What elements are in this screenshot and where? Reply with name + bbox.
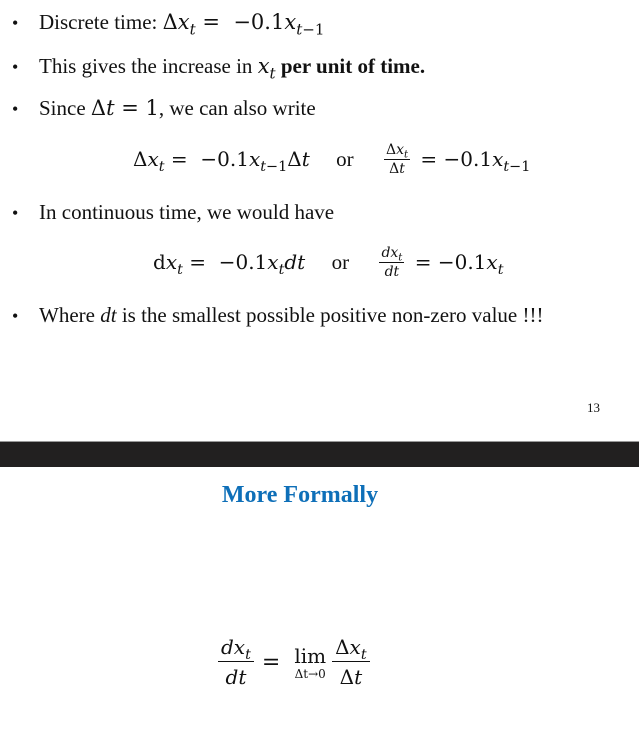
fraction-dxdt: $\frac{dx_t}{dt}$: [218, 635, 254, 690]
bullet-where-dt: [12, 303, 543, 328]
bullet-text: Discrete time:: [39, 10, 163, 34]
slide-more-formally: [0, 467, 639, 733]
bullet-text: Since: [39, 96, 91, 120]
bullet-discrete-time: [12, 10, 325, 39]
fraction-delta: $\frac{\Delta x_t}{\Delta t}$: [332, 635, 370, 690]
bullet-continuous: [12, 200, 334, 225]
math-xt: $x_t$: [257, 54, 276, 83]
slide-title: More Formally: [221, 482, 379, 508]
page-number: 13: [587, 400, 600, 415]
lim-word: lim: [294, 643, 327, 668]
bullet-text: This gives the increase in: [39, 54, 258, 78]
bullet-text: In continuous time, we would have: [39, 200, 335, 224]
fraction: $\frac{\Delta x_t}{\Delta t}$: [385, 142, 409, 177]
bullet-dot-icon: •: [12, 57, 19, 77]
bullet-since: [12, 96, 316, 121]
bullet-bold-text: per unit of time.: [280, 54, 426, 78]
italic-dt: dt: [100, 303, 117, 327]
fraction: $\frac{dx_t}{dt}$: [381, 245, 403, 280]
bullet-dot-icon: •: [12, 203, 19, 223]
bullet-text: Where: [39, 303, 101, 327]
or-text: or: [331, 249, 350, 274]
bullet-dot-icon: •: [12, 99, 19, 119]
bullet-dot-icon: •: [12, 306, 19, 326]
limit-operator: [294, 645, 326, 681]
equation-continuous-rate: $dx_t = -0.1x_tdt$ or $\frac{dx_t}{dt}$ = $-0.1x_t$: [153, 245, 504, 280]
math-dt-equals-1: Δt = 1: [90, 96, 159, 120]
bullet-dot-icon: •: [12, 13, 19, 33]
equation-discrete-rate: $\Delta x_t = -0.1x_{t-1}\Delta t$ or $\frac{\Delta x_t}{\Delta t}$ = $-0.1x_{t-1}$: [133, 142, 531, 177]
lim-subscript: Δt→0: [294, 666, 326, 681]
equation-discrete: $\Delta x_t = -0.1x_{t-1}$: [162, 10, 325, 39]
bullet-text: , we can also write: [158, 96, 316, 120]
bullet-text: is the smallest possible positive non-zero value !!!: [116, 303, 544, 327]
bullet-increase: [12, 54, 426, 83]
slide-divider: [0, 441, 639, 468]
or-text: or: [336, 146, 354, 171]
equation-derivative-limit: $\frac{dx_t}{dt}$ = lim Δt→0 $\frac{\Delta x_t}{\Delta t}$: [218, 635, 370, 690]
